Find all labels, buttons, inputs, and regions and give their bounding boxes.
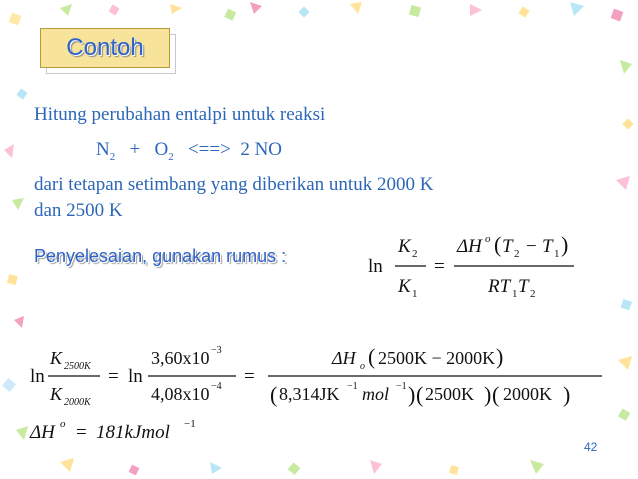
calc-t1: 2500K bbox=[425, 384, 474, 404]
formula-t1: T bbox=[542, 236, 553, 257]
calc-r-exp: −1 bbox=[347, 381, 358, 392]
calc-mol-exp: −1 bbox=[396, 381, 407, 392]
reaction-equation bbox=[96, 139, 282, 163]
vant-hoff-formula bbox=[360, 226, 600, 304]
plus-sign: + bbox=[129, 139, 141, 160]
problem-line-1: Hitung perubahan entalpi untuk reaksi bbox=[34, 104, 326, 125]
result-equation bbox=[28, 414, 248, 446]
formula-paren-close: ) bbox=[561, 232, 569, 257]
formula-ln: ln bbox=[368, 256, 383, 277]
solution-heading: Penyelesaian, gunakan rumus : bbox=[34, 246, 287, 266]
calc-ln-right: ln bbox=[128, 366, 143, 387]
calc-r-paren-open: ( bbox=[270, 382, 278, 407]
equilibrium-arrow: <==> bbox=[187, 139, 231, 160]
formula-t2-den-sub: 2 bbox=[530, 288, 536, 300]
calc-r-value: 8,314JK bbox=[279, 384, 340, 404]
formula-t2-sub: 2 bbox=[514, 248, 520, 260]
formula-t2-den: T bbox=[518, 276, 529, 297]
formula-k1-sub: 1 bbox=[412, 288, 418, 300]
reactant-o: O bbox=[154, 139, 169, 160]
calc-k-top-sub: 2500K bbox=[64, 361, 91, 372]
calc-numerator-exp: −3 bbox=[211, 345, 222, 356]
calc-denominator: 4,08x10 bbox=[151, 384, 210, 404]
calc-r-paren-close: ) bbox=[408, 382, 416, 407]
calc-k-bottom: K bbox=[50, 384, 63, 404]
calc-paren-open: ( bbox=[368, 344, 376, 369]
formula-k2: K bbox=[398, 236, 411, 257]
result-delta-h: ΔH bbox=[30, 422, 55, 443]
calc-t2-paren-open: ( bbox=[492, 382, 500, 407]
calc-temperature-difference: 2500K − 2000K bbox=[378, 348, 496, 368]
title-box bbox=[40, 28, 176, 74]
calc-numerator: 3,60x10 bbox=[151, 348, 210, 368]
formula-minus: − bbox=[526, 236, 537, 257]
problem-line-2: dari tetapan setimbang yang diberikan untuk 2000 K bbox=[34, 174, 434, 195]
result-value: 181kJmol bbox=[96, 422, 170, 443]
reactant-n: N bbox=[96, 139, 110, 160]
calc-k-bottom-sub: 2000K bbox=[64, 397, 91, 408]
calc-denominator-exp: −4 bbox=[211, 381, 222, 392]
title-panel bbox=[40, 28, 170, 68]
product: 2 NO bbox=[240, 139, 283, 160]
calc-delta-h-sub: o bbox=[360, 361, 365, 372]
result-standard-sup: o bbox=[60, 418, 66, 430]
formula-t2: T bbox=[502, 236, 513, 257]
reactant-n-subscript: 2 bbox=[109, 150, 116, 163]
formula-k1: K bbox=[398, 276, 411, 297]
calc-t2-paren-close: ) bbox=[563, 382, 571, 407]
problem-line-3: dan 2500 K bbox=[34, 200, 123, 221]
formula-equals: = bbox=[434, 256, 445, 277]
calc-paren-close: ) bbox=[496, 344, 504, 369]
calc-k-top: K bbox=[50, 348, 63, 368]
result-equals: = bbox=[76, 422, 87, 443]
calc-t1-paren-open: ( bbox=[416, 382, 424, 407]
page-number: 42 bbox=[584, 440, 598, 454]
calc-equals-2: = bbox=[244, 366, 255, 387]
formula-rt-sub: 1 bbox=[512, 288, 518, 300]
calc-mol: mol bbox=[362, 384, 389, 404]
formula-standard-sup: o bbox=[485, 233, 491, 245]
formula-t1-sub: 1 bbox=[554, 248, 560, 260]
calc-ln-left: ln bbox=[30, 366, 45, 387]
reactant-o-subscript: 2 bbox=[168, 150, 174, 163]
calc-t1-paren-close: ) bbox=[484, 382, 492, 407]
formula-delta-h: ΔH bbox=[457, 236, 482, 257]
calculation-equation bbox=[28, 336, 608, 416]
calc-equals-1: = bbox=[108, 366, 119, 387]
formula-paren-open: ( bbox=[494, 232, 502, 257]
calc-t2: 2000K bbox=[503, 384, 552, 404]
formula-rt: RT bbox=[488, 276, 511, 297]
calc-delta-h: ΔH bbox=[332, 348, 356, 368]
result-exp: −1 bbox=[184, 418, 196, 430]
formula-k2-sub: 2 bbox=[412, 248, 418, 260]
slide-title: Contoh bbox=[66, 34, 144, 61]
